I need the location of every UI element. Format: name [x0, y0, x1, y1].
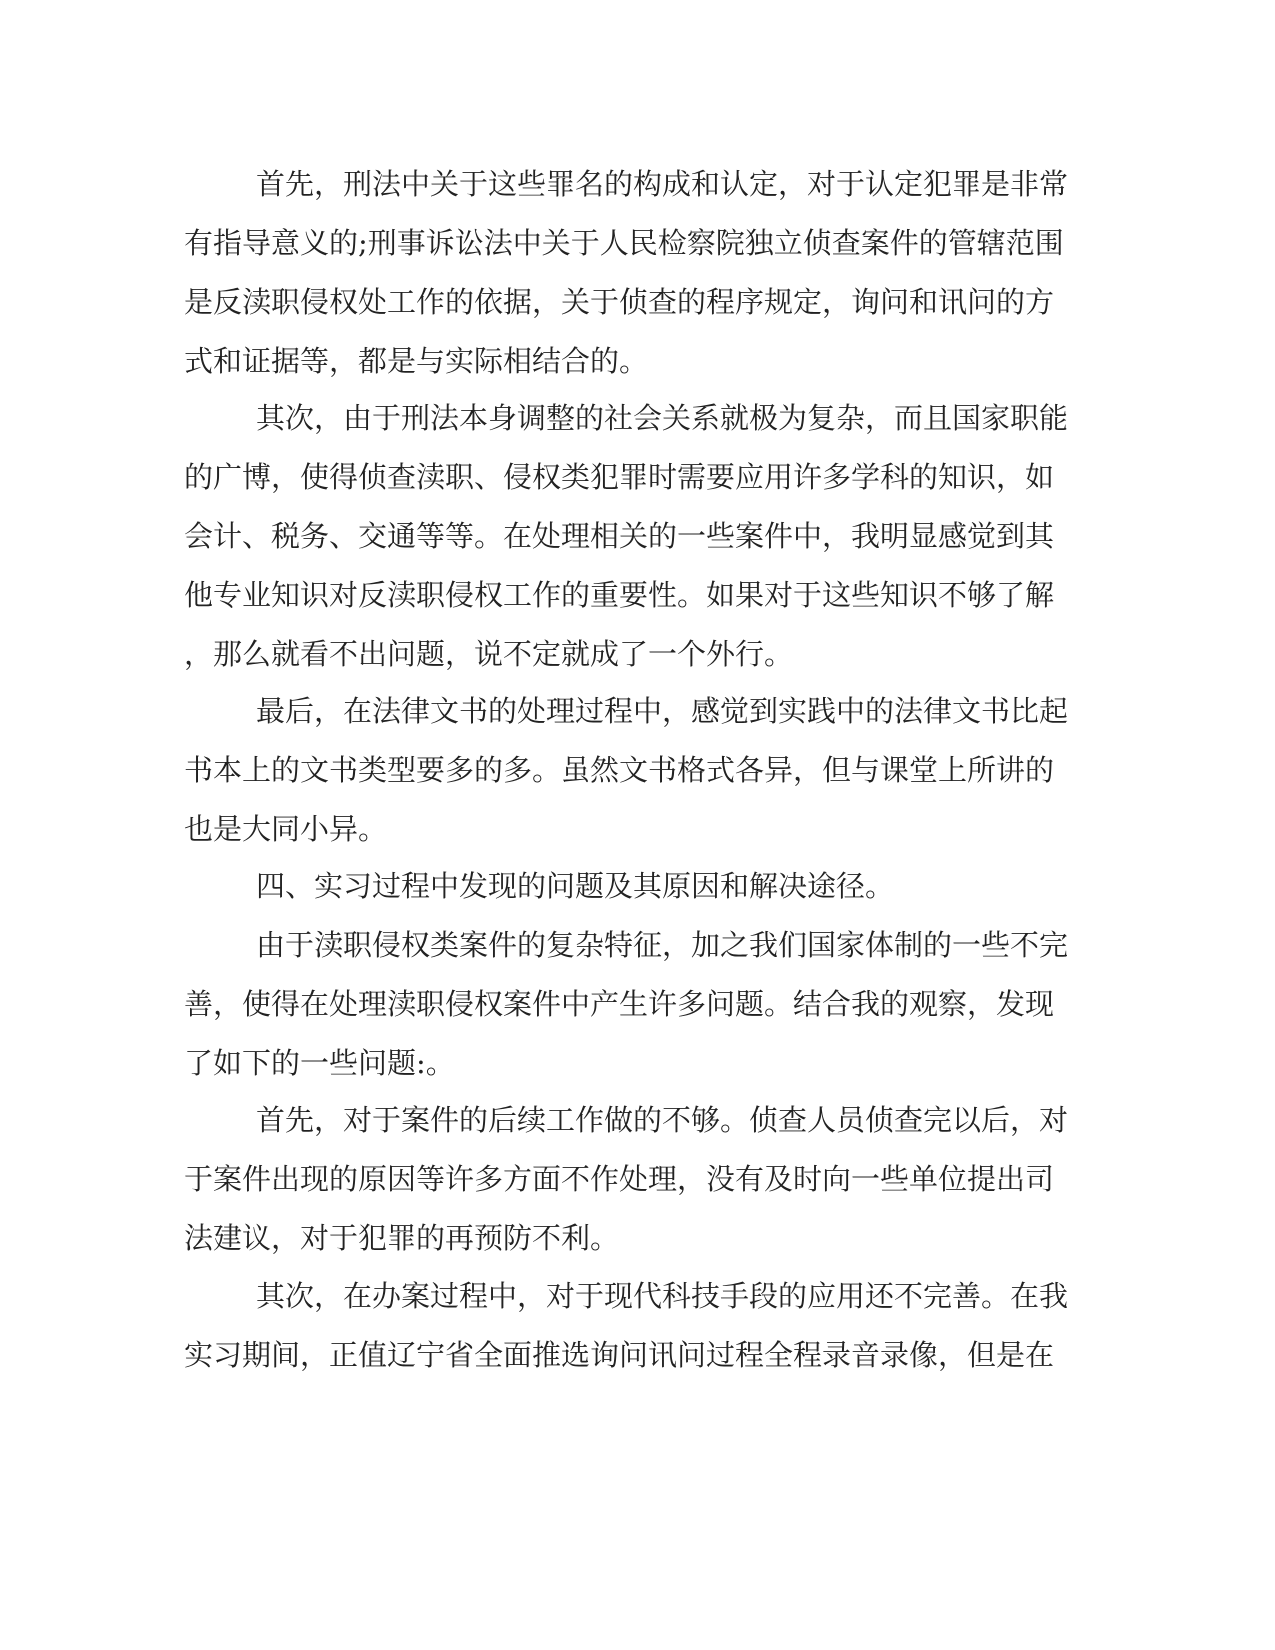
paragraph-line: 其次，在办案过程中，对于现代科技手段的应用还不完善。在我 [256, 1279, 1069, 1313]
paragraph-line: 最后，在法律文书的处理过程中，感觉到实践中的法律文书比起 [256, 694, 1069, 728]
paragraph-line: 其次，由于刑法本身调整的社会关系就极为复杂，而且国家职能 [256, 401, 1069, 435]
paragraph-line: 书本上的文书类型要多的多。虽然文书格式各异，但与课堂上所讲的 [184, 753, 1055, 787]
paragraph-line: 式和证据等，都是与实际相结合的。 [184, 344, 649, 378]
paragraph-line: 实习期间，正值辽宁省全面推选询问讯问过程全程录音录像，但是在 [184, 1338, 1055, 1372]
paragraph-line: 善，使得在处理渎职侵权案件中产生许多问题。结合我的观察，发现 [184, 987, 1055, 1021]
paragraph-line: 了如下的一些问题:。 [184, 1046, 455, 1080]
paragraph-line: 会计、税务、交通等等。在处理相关的一些案件中，我明显感觉到其 [184, 519, 1055, 553]
paragraph-line: 他专业知识对反渎职侵权工作的重要性。如果对于这些知识不够了解 [184, 578, 1055, 612]
paragraph-line: 法建议，对于犯罪的再预防不利。 [184, 1221, 620, 1255]
paragraph-line: 也是大同小异。 [184, 812, 388, 846]
section-heading: 四、实习过程中发现的问题及其原因和解决途径。 [256, 869, 895, 903]
paragraph-line: 的广博，使得侦查渎职、侵权类犯罪时需要应用许多学科的知识，如 [184, 460, 1055, 494]
paragraph-line: ，那么就看不出问题，说不定就成了一个外行。 [184, 637, 794, 671]
paragraph-line: 首先，对于案件的后续工作做的不够。侦查人员侦查完以后，对 [256, 1103, 1069, 1137]
paragraph-line: 于案件出现的原因等许多方面不作处理，没有及时向一些单位提出司 [184, 1162, 1055, 1196]
paragraph-line: 是反渎职侵权处工作的依据，关于侦查的程序规定，询问和讯问的方 [184, 285, 1055, 319]
paragraph-line: 由于渎职侵权类案件的复杂特征，加之我们国家体制的一些不完 [256, 928, 1069, 962]
paragraph-line: 有指导意义的;刑事诉讼法中关于人民检察院独立侦查案件的管辖范围 [184, 226, 1064, 260]
paragraph-line: 首先，刑法中关于这些罪名的构成和认定，对于认定犯罪是非常 [256, 167, 1069, 201]
